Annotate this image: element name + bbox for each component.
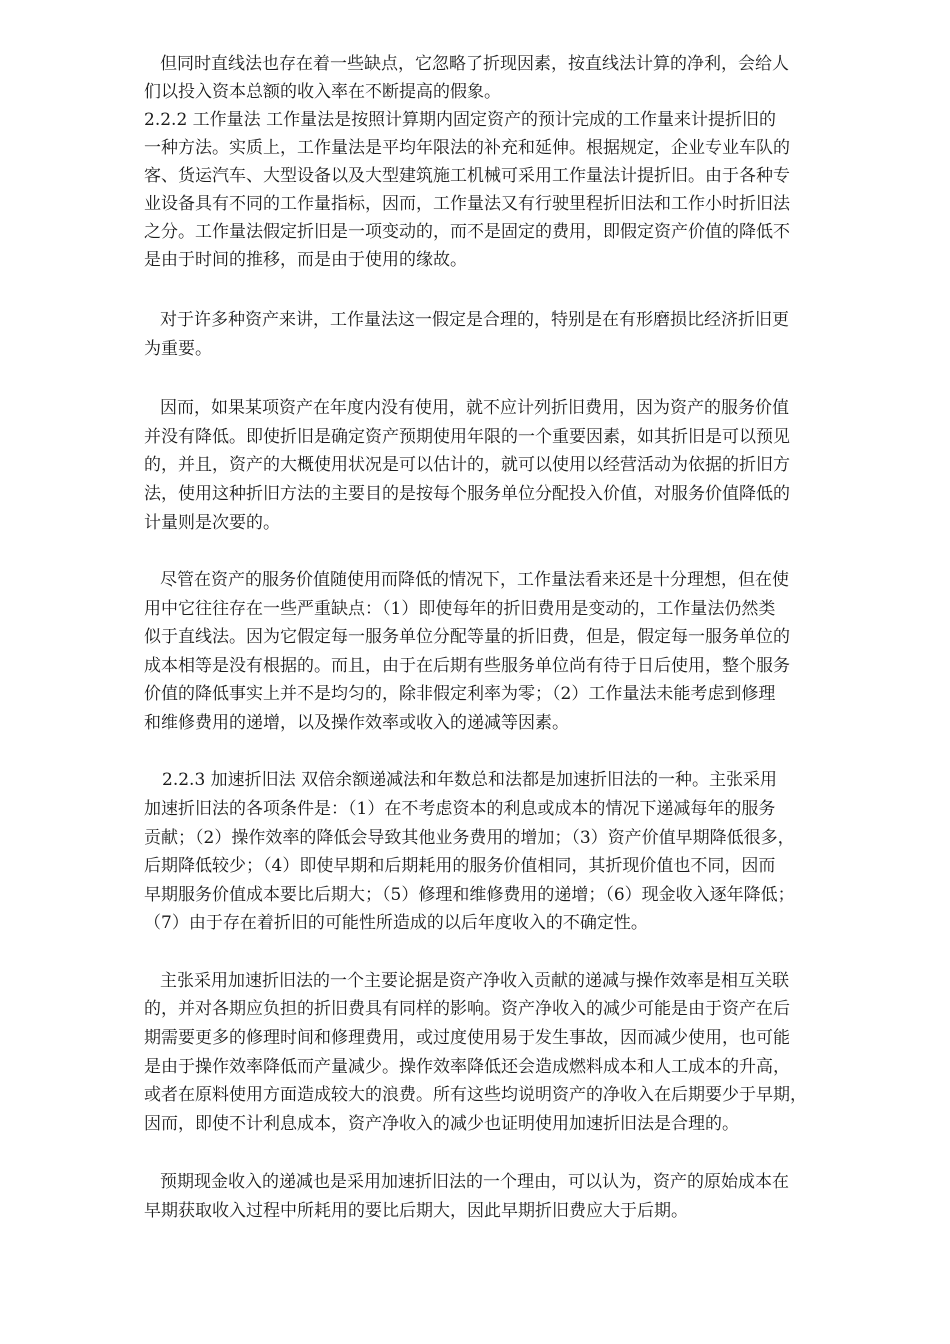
text-line: 因而，如果某项资产在年度内没有使用，就不应计列折旧费用，因为资产的服务价值 <box>160 398 789 418</box>
text-line: 业设备具有不同的工作量指标，因而，工作量法又有行驶里程折旧法和工作小时折旧法 <box>144 194 790 214</box>
text-line: 或者在原料使用方面造成较大的浪费。所有这些均说明资产的净收入在后期要少于早期， <box>144 1085 807 1105</box>
text-line: 用中它往往存在一些严重缺点：（1）即使每年的折旧费用是变动的，工作量法仍然类 <box>144 599 776 619</box>
text-line: 因而，即使不计利息成本，资产净收入的减少也证明使用加速折旧法是合理的。 <box>144 1114 739 1134</box>
text-line: 是由于操作效率降低而产量减少。操作效率降低还会造成燃料成本和人工成本的升高， <box>144 1057 790 1077</box>
text-line: 和维修费用的递增，以及操作效率或收入的递减等因素。 <box>144 713 569 733</box>
text-line: 们以投入资本总额的收入率在不断提高的假象。 <box>144 82 501 102</box>
text-line: 贡献；（2）操作效率的降低会导致其他业务费用的增加；（3）资产价值早期降低很多， <box>144 828 795 848</box>
text-line: 客、货运汽车、大型设备以及大型建筑施工机械可采用工作量法计提折旧。由于各种专 <box>144 166 790 186</box>
text-line: 早期获取收入过程中所耗用的要比后期大，因此早期折旧费应大于后期。 <box>144 1201 688 1221</box>
text-line: 为重要。 <box>144 339 212 359</box>
text-line: 之分。工作量法假定折旧是一项变动的，而不是固定的费用，即假定资产价值的降低不 <box>144 222 790 242</box>
text-line: 预期现金收入的递减也是采用加速折旧法的一个理由，可以认为，资产的原始成本在 <box>160 1172 789 1192</box>
text-line: 的，并对各期应负担的折旧费具有同样的影响。资产净收入的减少可能是由于资产在后 <box>144 999 790 1019</box>
section-heading-line: 2.2.3 加速折旧法 双倍余额递减法和年数总和法都是加速折旧法的一种。主张采用 <box>162 770 778 790</box>
text-line: 似于直线法。因为它假定每一服务单位分配等量的折旧费，但是，假定每一服务单位的 <box>144 627 790 647</box>
text-line: 对于许多种资产来讲，工作量法这一假定是合理的，特别是在有形磨损比经济折旧更 <box>160 310 789 330</box>
text-line: 一种方法。实质上，工作量法是平均年限法的补充和延伸。根据规定，企业专业车队的 <box>144 138 790 158</box>
text-line: 早期服务价值成本要比后期大；（5）修理和维修费用的递增；（6）现金收入逐年降低； <box>144 885 795 905</box>
text-line: （7）由于存在着折旧的可能性所造成的以后年度收入的不确定性。 <box>144 913 648 933</box>
text-line: 并没有降低。即使折旧是确定资产预期使用年限的一个重要因素，如其折旧是可以预见 <box>144 427 790 447</box>
text-line: 主张采用加速折旧法的一个主要论据是资产净收入贡献的递减与操作效率是相互关联 <box>160 971 789 991</box>
text-line: 成本相等是没有根据的。而且，由于在后期有些服务单位尚有待于日后使用，整个服务 <box>144 656 790 676</box>
text-line: 法，使用这种折旧方法的主要目的是按每个服务单位分配投入价值，对服务价值降低的 <box>144 484 790 504</box>
text-line: 后期降低较少；（4）即使早期和后期耗用的服务价值相同，其折现价值也不同，因而 <box>144 856 776 876</box>
text-line: 是由于时间的推移，而是由于使用的缘故。 <box>144 250 467 270</box>
text-line: 但同时直线法也存在着一些缺点，它忽略了折现因素，按直线法计算的净利，会给人 <box>160 54 789 74</box>
text-line: 加速折旧法的各项条件是：（1）在不考虑资本的利息或成本的情况下递减每年的服务 <box>144 799 776 819</box>
text-line: 的，并且，资产的大概使用状况是可以估计的，就可以使用以经营活动为依据的折旧方 <box>144 455 790 475</box>
section-heading-line: 2.2.2 工作量法 工作量法是按照计算期内固定资产的预计完成的工作量来计提折旧的 <box>144 110 777 130</box>
text-line: 尽管在资产的服务价值随使用而降低的情况下，工作量法看来还是十分理想，但在使 <box>160 570 789 590</box>
text-line: 价值的降低事实上并不是均匀的，除非假定利率为零；（2）工作量法未能考虑到修理 <box>144 684 776 704</box>
text-line: 计量则是次要的。 <box>144 513 280 533</box>
text-line: 期需要更多的修理时间和修理费用，或过度使用易于发生事故，因而减少使用，也可能 <box>144 1028 790 1048</box>
